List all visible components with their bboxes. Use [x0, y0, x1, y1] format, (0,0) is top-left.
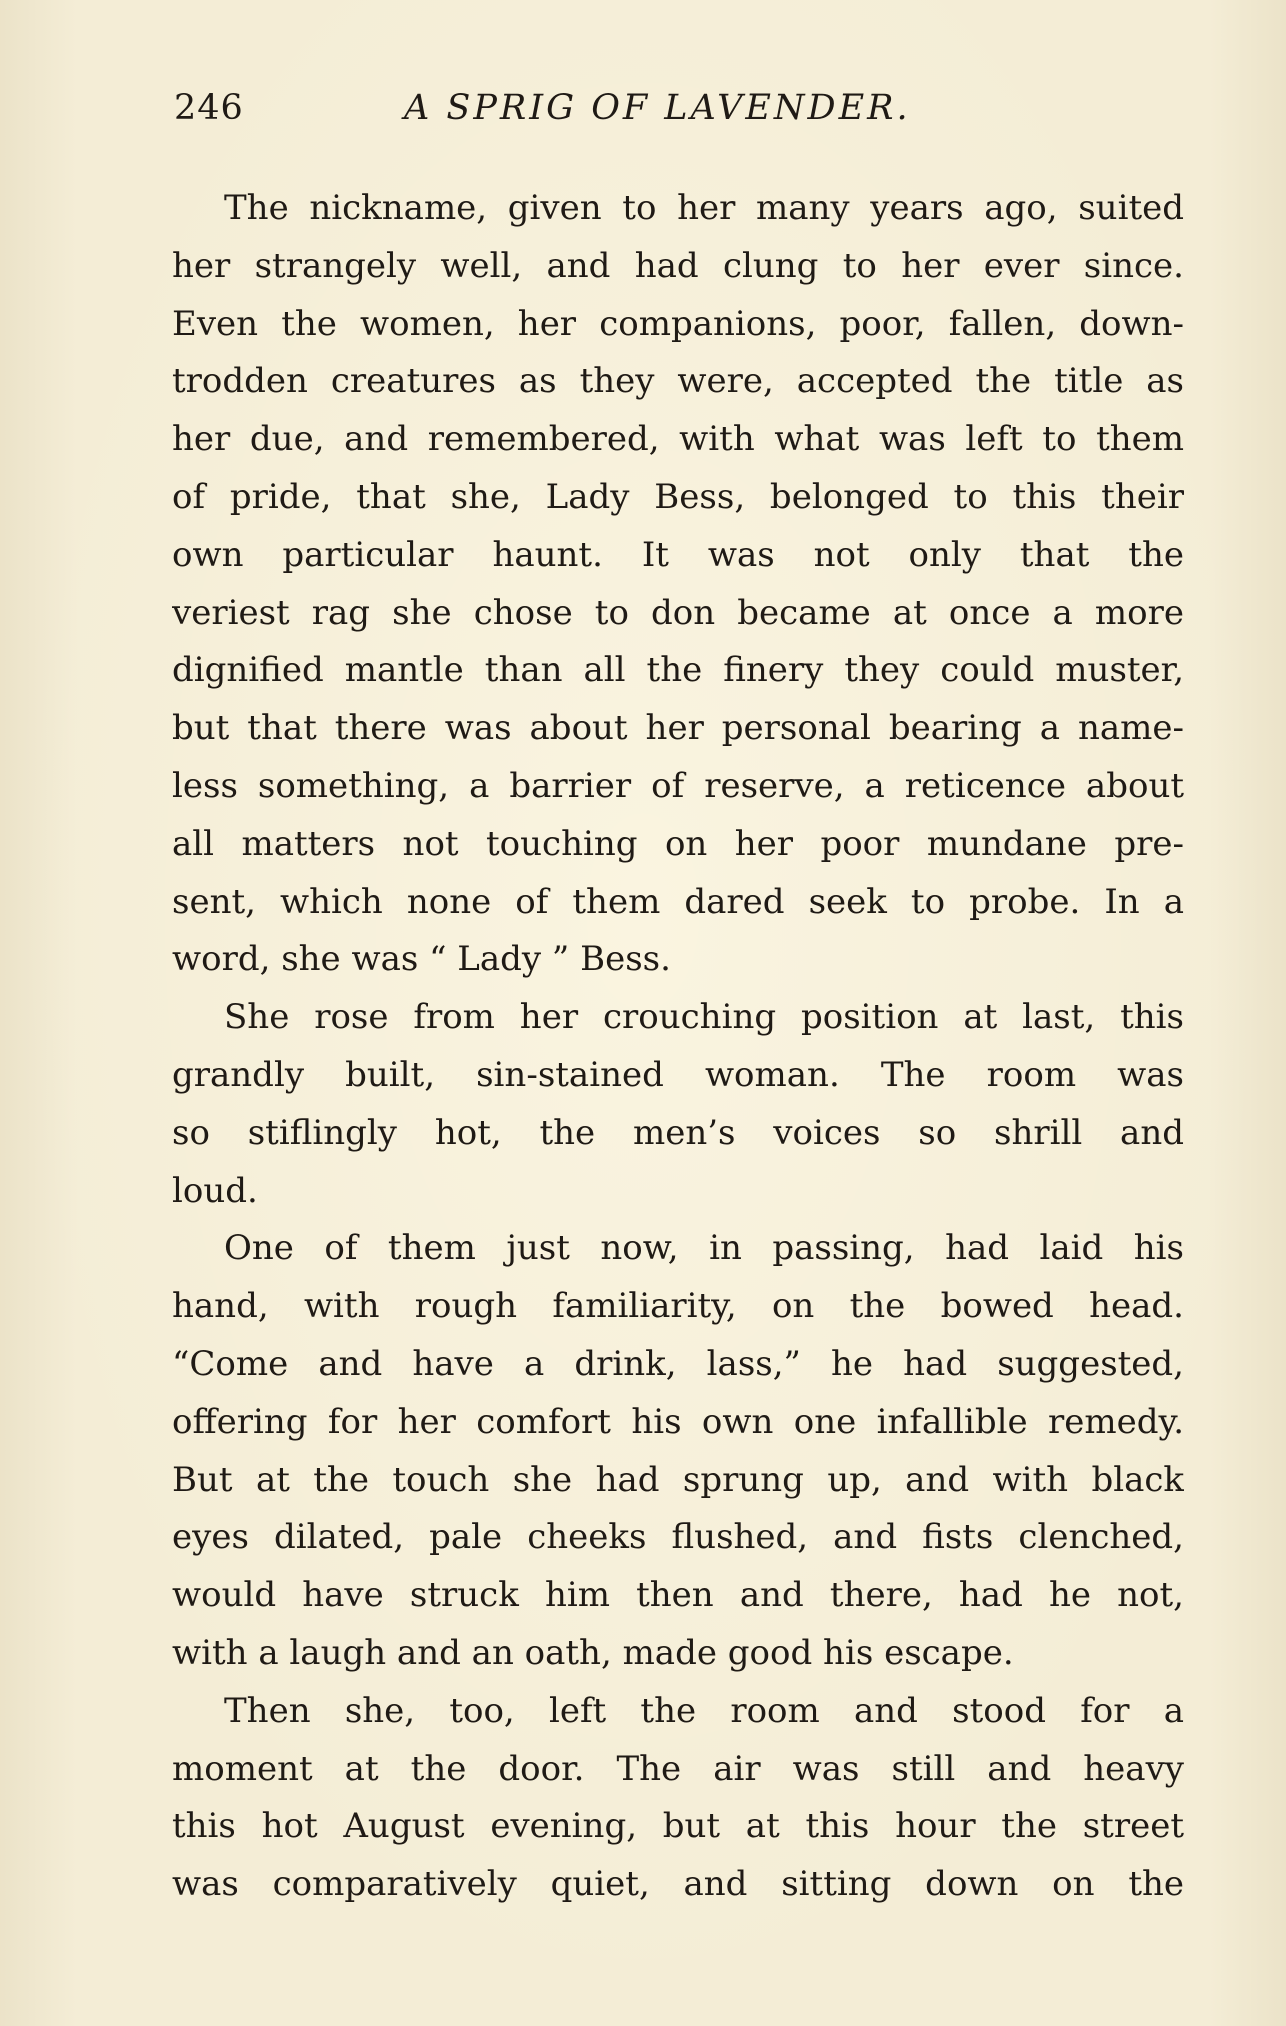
- text-line: word, she was “ Lady ” Bess.: [172, 939, 671, 980]
- running-head: [174, 88, 1184, 138]
- text-line: this hot August evening, but at this hour the street: [172, 1806, 1184, 1847]
- text-line: of pride, that she, Lady Bess, belonged to this their: [172, 476, 1184, 517]
- text-line: loud.: [172, 1170, 258, 1211]
- text-line: trodden creatures as they were, accepted the title as: [172, 361, 1184, 402]
- text-line: own particular haunt. It was not only that the: [172, 534, 1184, 575]
- text-line: her due, and remembered, with what was left to them: [172, 419, 1184, 460]
- text-line: dignified mantle than all the finery they could muster,: [172, 650, 1184, 691]
- text-line: The nickname, given to her many years ago, suited: [224, 188, 1184, 228]
- text-line: One of them just now, in passing, had laid his: [224, 1228, 1184, 1269]
- text-line: sent, which none of them dared seek to probe. In a: [172, 881, 1184, 922]
- text-line: less something, a barrier of reserve, a reticence about: [172, 765, 1184, 806]
- text-line: all matters not touching on her poor mundane pre-: [172, 823, 1184, 864]
- text-line: veriest rag she chose to don became at once a more: [172, 592, 1184, 633]
- text-line: with a laugh and an oath, made good his escape.: [172, 1632, 1014, 1673]
- text-line: so stiflingly hot, the men’s voices so shrill and: [172, 1112, 1184, 1153]
- text-line: “Come and have a drink, lass,” he had suggested,: [172, 1343, 1184, 1384]
- body-text: [172, 180, 1184, 1914]
- text-line: would have struck him then and there, had he not,: [172, 1575, 1184, 1616]
- page-number: 246: [174, 88, 244, 128]
- text-line: hand, with rough familiarity, on the bowed head.: [172, 1286, 1184, 1327]
- book-title: A SPRIG OF LAVENDER.: [404, 88, 911, 128]
- text-line: offering for her comfort his own one infallible remedy.: [172, 1401, 1184, 1442]
- text-line: moment at the door. The air was still and heavy: [172, 1748, 1184, 1789]
- text-line: but that there was about her personal bearing a name-: [172, 708, 1184, 749]
- text-line: She rose from her crouching position at last, this: [224, 997, 1184, 1038]
- text-line: her strangely well, and had clung to her ever since.: [172, 245, 1184, 286]
- text-line: eyes dilated, pale cheeks flushed, and fists clenched,: [172, 1517, 1184, 1558]
- text-line: was comparatively quiet, and sitting down on the: [172, 1864, 1184, 1905]
- text-line: Even the women, her companions, poor, fallen, down-: [172, 303, 1184, 344]
- text-line: grandly built, sin-stained woman. The room was: [172, 1054, 1184, 1095]
- text-line: But at the touch she had sprung up, and with black: [172, 1459, 1184, 1500]
- text-line: Then she, too, left the room and stood for a: [224, 1690, 1184, 1731]
